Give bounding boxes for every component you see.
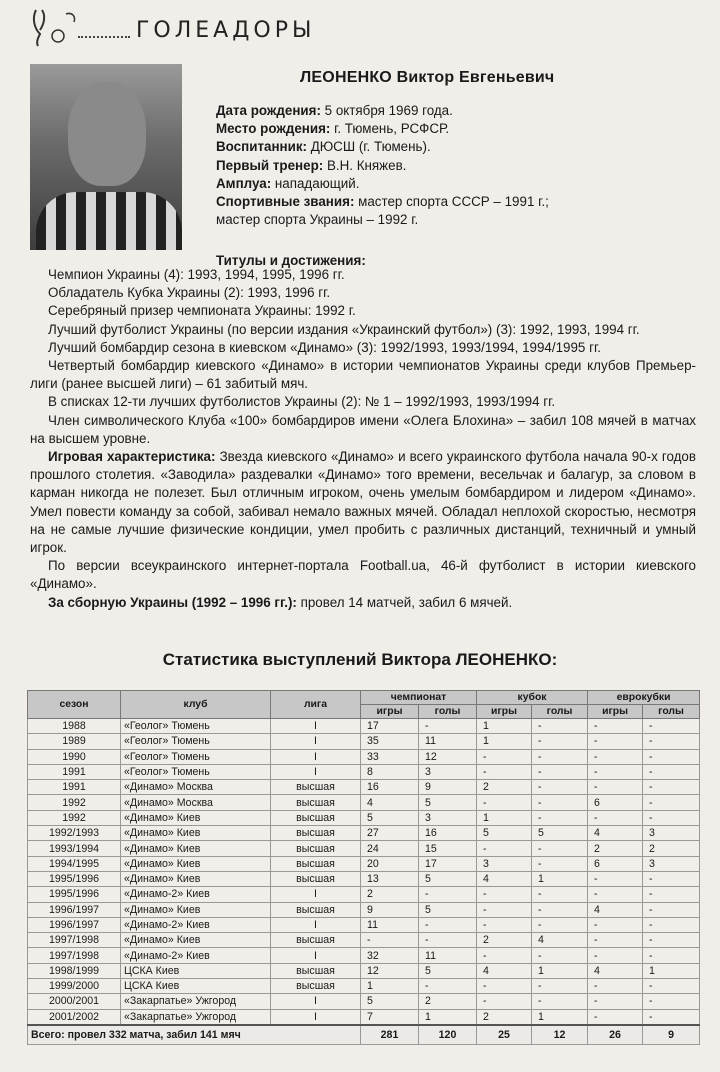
- cell-season: 1991: [28, 780, 121, 795]
- stats-title: Статистика выступлений Виктора ЛЕОНЕНКО:: [162, 650, 558, 669]
- photo-shirt-shape: [36, 192, 182, 250]
- cell-champ-goals: 5: [419, 795, 477, 810]
- stats-row: [28, 749, 700, 764]
- cell-euro-games: 6: [588, 795, 643, 810]
- stats-total-row: [28, 1025, 700, 1045]
- national-label: За сборную Украины (1992 – 1996 гг.):: [48, 594, 297, 610]
- cell-club: «Динамо» Киев: [121, 902, 271, 917]
- header-cup-goals: голы: [532, 705, 588, 719]
- bio-label: Первый тренер:: [216, 157, 324, 173]
- cell-champ-goals: 3: [419, 764, 477, 779]
- stats-table: [27, 690, 700, 1045]
- stats-row: [28, 994, 700, 1009]
- cell-euro-goals: -: [643, 979, 700, 994]
- cell-cup-games: -: [477, 948, 532, 963]
- cell-euro-goals: -: [643, 917, 700, 932]
- cell-champ-games: 17: [361, 719, 419, 734]
- cell-club: «Геолог» Тюмень: [121, 764, 271, 779]
- stats-row: [28, 887, 700, 902]
- characteristic-label: Игровая характеристика:: [48, 449, 216, 465]
- cell-season: 1992: [28, 810, 121, 825]
- cell-cup-goals: -: [532, 917, 588, 932]
- cell-league: высшая: [271, 871, 361, 886]
- achievement-item: Чемпион Украины (4): 1993, 1994, 1995, 1996 гг.: [48, 267, 345, 282]
- cell-league: высшая: [271, 826, 361, 841]
- cell-league: высшая: [271, 795, 361, 810]
- stats-total-value: 9: [643, 1025, 700, 1045]
- cell-champ-games: 9: [361, 902, 419, 917]
- cell-cup-goals: 1: [532, 871, 588, 886]
- cell-euro-games: -: [588, 780, 643, 795]
- cell-champ-games: 16: [361, 780, 419, 795]
- cell-euro-goals: -: [643, 734, 700, 749]
- cell-euro-games: -: [588, 871, 643, 886]
- cell-cup-games: 5: [477, 826, 532, 841]
- stats-row: [28, 856, 700, 871]
- bio-row: [216, 175, 696, 193]
- bio-row: [216, 138, 696, 156]
- cell-champ-games: 12: [361, 963, 419, 978]
- cell-club: «Динамо» Киев: [121, 826, 271, 841]
- cell-club: «Динамо-2» Киев: [121, 887, 271, 902]
- stats-row: [28, 963, 700, 978]
- cell-season: 1995/1996: [28, 871, 121, 886]
- bio-label: Спортивные звания:: [216, 194, 355, 210]
- cell-euro-games: -: [588, 887, 643, 902]
- body-text: [30, 266, 696, 612]
- cell-champ-goals: 1: [419, 1009, 477, 1025]
- cell-cup-games: -: [477, 902, 532, 917]
- cell-euro-goals: -: [643, 871, 700, 886]
- cell-euro-goals: -: [643, 719, 700, 734]
- cell-euro-games: -: [588, 749, 643, 764]
- cell-cup-goals: -: [532, 795, 588, 810]
- photo-head-shape: [68, 82, 146, 186]
- cell-cup-goals: -: [532, 856, 588, 871]
- cell-cup-goals: -: [532, 887, 588, 902]
- cell-league: высшая: [271, 856, 361, 871]
- cell-club: «Динамо» Киев: [121, 841, 271, 856]
- header-club: клуб: [121, 691, 271, 719]
- football-player-ornament-icon: [28, 6, 88, 48]
- cell-euro-games: 4: [588, 963, 643, 978]
- cell-champ-goals: 17: [419, 856, 477, 871]
- cell-league: высшая: [271, 963, 361, 978]
- cell-cup-games: 1: [477, 719, 532, 734]
- cell-league: I: [271, 749, 361, 764]
- cell-season: 1996/1997: [28, 917, 121, 932]
- cell-season: 2001/2002: [28, 1009, 121, 1025]
- cell-cup-goals: -: [532, 902, 588, 917]
- stats-row: [28, 933, 700, 948]
- bio-row: [216, 193, 696, 211]
- cell-cup-goals: 5: [532, 826, 588, 841]
- cell-league: высшая: [271, 979, 361, 994]
- cell-cup-games: 2: [477, 1009, 532, 1025]
- bio-label: Место рождения:: [216, 121, 331, 137]
- cell-euro-goals: 3: [643, 826, 700, 841]
- player-photo: [30, 64, 182, 250]
- cell-champ-games: 24: [361, 841, 419, 856]
- cell-champ-goals: -: [419, 887, 477, 902]
- cell-season: 1994/1995: [28, 856, 121, 871]
- bio-row: [216, 120, 696, 138]
- cell-cup-goals: -: [532, 994, 588, 1009]
- cell-cup-goals: -: [532, 749, 588, 764]
- cell-cup-goals: 4: [532, 933, 588, 948]
- stats-total-label: Всего: провел 332 матча, забил 141 мяч: [28, 1025, 361, 1045]
- cell-cup-goals: -: [532, 810, 588, 825]
- cell-champ-games: -: [361, 933, 419, 948]
- player-name: ЛЕОНЕНКО Виктор Евгеньевич: [300, 69, 555, 86]
- cell-euro-games: 4: [588, 826, 643, 841]
- cell-champ-goals: -: [419, 979, 477, 994]
- cell-cup-games: 4: [477, 963, 532, 978]
- bio-row: [216, 157, 696, 175]
- cell-club: «Динамо» Киев: [121, 856, 271, 871]
- header-championship: чемпионат: [361, 691, 477, 705]
- cell-euro-goals: -: [643, 795, 700, 810]
- cell-club: «Закарпатье» Ужгород: [121, 994, 271, 1009]
- bio-value: нападающий.: [271, 175, 360, 191]
- cell-champ-goals: -: [419, 917, 477, 932]
- cell-euro-goals: -: [643, 887, 700, 902]
- header-season: сезон: [28, 691, 121, 719]
- cell-cup-games: -: [477, 764, 532, 779]
- stats-row: [28, 795, 700, 810]
- cell-euro-goals: -: [643, 780, 700, 795]
- header-cup: кубок: [477, 691, 588, 705]
- cell-champ-games: 32: [361, 948, 419, 963]
- cell-euro-games: 6: [588, 856, 643, 871]
- cell-club: «Динамо-2» Киев: [121, 917, 271, 932]
- cell-euro-games: -: [588, 810, 643, 825]
- achievement-item: Член символического Клуба «100» бомбардиров имени «Олега Блохина» – забил 108 мячей в матчах на высшем уровне.: [30, 412, 696, 446]
- cell-season: 1990: [28, 749, 121, 764]
- cell-champ-goals: 9: [419, 780, 477, 795]
- cell-season: 1989: [28, 734, 121, 749]
- achievements-list: [30, 266, 696, 448]
- stats-row: [28, 719, 700, 734]
- cell-club: «Динамо» Москва: [121, 780, 271, 795]
- cell-champ-games: 11: [361, 917, 419, 932]
- header-league: лига: [271, 691, 361, 719]
- cell-euro-goals: -: [643, 1009, 700, 1025]
- cell-league: высшая: [271, 780, 361, 795]
- cell-league: высшая: [271, 933, 361, 948]
- cell-euro-games: -: [588, 994, 643, 1009]
- cell-cup-games: 3: [477, 856, 532, 871]
- bio-block: [216, 102, 696, 229]
- cell-season: 1992: [28, 795, 121, 810]
- cell-champ-games: 20: [361, 856, 419, 871]
- cell-cup-games: 4: [477, 871, 532, 886]
- cell-euro-goals: -: [643, 948, 700, 963]
- achievement-item: Серебряный призер чемпионата Украины: 1992 г.: [48, 303, 356, 319]
- titles-heading: Титулы и достижения:: [216, 253, 366, 268]
- cell-cup-games: -: [477, 795, 532, 810]
- header-dots-divider: [78, 36, 130, 38]
- cell-league: I: [271, 887, 361, 902]
- cell-champ-games: 5: [361, 810, 419, 825]
- stats-total-value: 281: [361, 1025, 419, 1045]
- cell-champ-goals: 2: [419, 994, 477, 1009]
- cell-season: 1992/1993: [28, 826, 121, 841]
- cell-cup-games: -: [477, 994, 532, 1009]
- cell-champ-games: 7: [361, 1009, 419, 1025]
- cell-euro-goals: -: [643, 749, 700, 764]
- header-championship-goals: голы: [419, 705, 477, 719]
- cell-champ-goals: 5: [419, 902, 477, 917]
- cell-club: «Геолог» Тюмень: [121, 719, 271, 734]
- stats-total-value: 25: [477, 1025, 532, 1045]
- cell-club: «Геолог» Тюмень: [121, 734, 271, 749]
- cell-champ-goals: 11: [419, 734, 477, 749]
- cell-league: I: [271, 1009, 361, 1025]
- stats-row: [28, 979, 700, 994]
- achievement-item: Лучший футболист Украины (по версии издания «Украинский футбол») (3): 1992, 1993, 1994 гг.: [48, 321, 640, 337]
- football-ua-paragraph: По версии всеукраинского интернет-портала Football.ua, 46-й футболист в истории киевского «Динамо».: [30, 558, 696, 592]
- characteristic-text: Звезда киевского «Динамо» и всего украинского футбола начала 90-х годов прошлого столетия. «Заводила» раздевалки «Динамо» того времени, весельчак и балагур, за словом в карман никогда не полезет. Был отличным игроком, очень умелым бомбардиром и лидером «Динамо». Умел повести команду за собой, забивал немало важных мячей. Обладал неплохой скоростью, несмотря на не самые лучшие физические кондиции, умел пробить с различных дистанций, техничный и умный игрок.: [30, 449, 696, 556]
- cell-euro-games: -: [588, 764, 643, 779]
- cell-club: «Динамо-2» Киев: [121, 948, 271, 963]
- cell-euro-goals: -: [643, 902, 700, 917]
- stats-row: [28, 734, 700, 749]
- stats-row: [28, 764, 700, 779]
- cell-champ-games: 4: [361, 795, 419, 810]
- stats-row: [28, 948, 700, 963]
- stats-row: [28, 841, 700, 856]
- cell-club: «Геолог» Тюмень: [121, 749, 271, 764]
- cell-season: 2000/2001: [28, 994, 121, 1009]
- cell-euro-games: -: [588, 933, 643, 948]
- cell-cup-games: 2: [477, 933, 532, 948]
- cell-league: высшая: [271, 810, 361, 825]
- achievement-item: Обладатель Кубка Украины (2): 1993, 1996 гг.: [48, 285, 331, 301]
- cell-league: высшая: [271, 841, 361, 856]
- national-text: провел 14 матчей, забил 6 мячей.: [296, 594, 513, 610]
- cell-cup-goals: -: [532, 841, 588, 856]
- national-team-paragraph: [30, 594, 696, 612]
- cell-euro-goals: -: [643, 810, 700, 825]
- achievement-item: В списках 12-ти лучших футболистов Украины (2): № 1 – 1992/1993, 1993/1994 гг.: [48, 394, 556, 410]
- cell-league: I: [271, 719, 361, 734]
- cell-club: «Динамо» Киев: [121, 933, 271, 948]
- page-header: [0, 0, 720, 54]
- bio-value: г. Тюмень, РСФСР.: [330, 121, 450, 137]
- cell-champ-games: 5: [361, 994, 419, 1009]
- cell-season: 1995/1996: [28, 887, 121, 902]
- cell-cup-games: -: [477, 749, 532, 764]
- cell-champ-games: 13: [361, 871, 419, 886]
- header-cup-games: игры: [477, 705, 532, 719]
- cell-champ-games: 1: [361, 979, 419, 994]
- cell-cup-goals: -: [532, 780, 588, 795]
- stats-row: [28, 810, 700, 825]
- cell-euro-games: -: [588, 1009, 643, 1025]
- cell-league: высшая: [271, 902, 361, 917]
- cell-champ-goals: 16: [419, 826, 477, 841]
- cell-champ-games: 33: [361, 749, 419, 764]
- cell-cup-goals: -: [532, 948, 588, 963]
- cell-club: «Динамо» Киев: [121, 810, 271, 825]
- cell-season: 1998/1999: [28, 963, 121, 978]
- cell-cup-goals: -: [532, 764, 588, 779]
- stats-total-value: 120: [419, 1025, 477, 1045]
- cell-cup-games: -: [477, 917, 532, 932]
- cell-club: ЦСКА Киев: [121, 963, 271, 978]
- cell-champ-games: 27: [361, 826, 419, 841]
- header-championship-games: игры: [361, 705, 419, 719]
- cell-cup-goals: -: [532, 979, 588, 994]
- stats-row: [28, 902, 700, 917]
- achievement-item: Лучший бомбардир сезона в киевском «Динамо» (3): 1992/1993, 1993/1994, 1994/1995 гг.: [48, 339, 601, 355]
- bio-value: мастер спорта Украины – 1992 г.: [216, 212, 419, 228]
- cell-season: 1991: [28, 764, 121, 779]
- cell-champ-goals: 11: [419, 948, 477, 963]
- cell-cup-goals: -: [532, 734, 588, 749]
- cell-club: «Динамо» Москва: [121, 795, 271, 810]
- cell-champ-games: 2: [361, 887, 419, 902]
- bio-value: В.Н. Княжев.: [323, 157, 407, 173]
- cell-cup-goals: 1: [532, 1009, 588, 1025]
- bio-label: Воспитанник:: [216, 139, 308, 155]
- bio-value: ДЮСШ (г. Тюмень).: [307, 139, 431, 155]
- cell-league: I: [271, 764, 361, 779]
- cell-champ-games: 8: [361, 764, 419, 779]
- cell-champ-goals: -: [419, 719, 477, 734]
- cell-champ-goals: 15: [419, 841, 477, 856]
- cell-euro-games: -: [588, 979, 643, 994]
- cell-champ-goals: 5: [419, 871, 477, 886]
- cell-season: 1988: [28, 719, 121, 734]
- cell-champ-goals: 12: [419, 749, 477, 764]
- cell-euro-games: 2: [588, 841, 643, 856]
- header-eurocups-games: игры: [588, 705, 643, 719]
- cell-season: 1999/2000: [28, 979, 121, 994]
- cell-champ-goals: 3: [419, 810, 477, 825]
- achievement-item: Четвертый бомбардир киевского «Динамо» в истории чемпионатов Украины среди клубов Премьер-лиги (ранее высшей лиги) – 61 забитый мяч.: [30, 358, 696, 392]
- stats-row: [28, 871, 700, 886]
- cell-league: I: [271, 734, 361, 749]
- cell-euro-goals: -: [643, 994, 700, 1009]
- cell-league: I: [271, 917, 361, 932]
- cell-season: 1997/1998: [28, 948, 121, 963]
- cell-euro-games: -: [588, 734, 643, 749]
- cell-club: «Закарпатье» Ужгород: [121, 1009, 271, 1025]
- bio-row: [216, 211, 696, 229]
- cell-euro-goals: 2: [643, 841, 700, 856]
- cell-club: ЦСКА Киев: [121, 979, 271, 994]
- cell-season: 1993/1994: [28, 841, 121, 856]
- cell-euro-goals: -: [643, 933, 700, 948]
- header-eurocups-goals: голы: [643, 705, 700, 719]
- cell-euro-games: -: [588, 719, 643, 734]
- cell-champ-goals: -: [419, 933, 477, 948]
- cell-euro-goals: 3: [643, 856, 700, 871]
- stats-row: [28, 1009, 700, 1025]
- cell-cup-games: -: [477, 841, 532, 856]
- stats-row: [28, 917, 700, 932]
- bio-label: Дата рождения:: [216, 103, 321, 118]
- cell-league: I: [271, 994, 361, 1009]
- cell-season: 1997/1998: [28, 933, 121, 948]
- stats-row: [28, 826, 700, 841]
- stats-total-value: 12: [532, 1025, 588, 1045]
- cell-champ-games: 35: [361, 734, 419, 749]
- bio-row: [216, 102, 696, 120]
- bio-label: Амплуа:: [216, 175, 272, 191]
- stats-row: [28, 780, 700, 795]
- characteristic-paragraph: [30, 448, 696, 557]
- cell-cup-games: 1: [477, 810, 532, 825]
- cell-cup-games: -: [477, 887, 532, 902]
- cell-euro-goals: -: [643, 764, 700, 779]
- cell-euro-goals: 1: [643, 963, 700, 978]
- cell-cup-goals: 1: [532, 963, 588, 978]
- header-eurocups: еврокубки: [588, 691, 700, 705]
- cell-club: «Динамо» Киев: [121, 871, 271, 886]
- cell-season: 1996/1997: [28, 902, 121, 917]
- cell-euro-games: 4: [588, 902, 643, 917]
- cell-cup-games: -: [477, 979, 532, 994]
- bio-value: 5 октября 1969 года.: [320, 103, 453, 118]
- stats-total-value: 26: [588, 1025, 643, 1045]
- section-title: ГОЛЕАДОРЫ: [136, 18, 316, 43]
- bio-value: мастер спорта СССР – 1991 г.;: [354, 194, 549, 210]
- cell-league: I: [271, 948, 361, 963]
- cell-euro-games: -: [588, 917, 643, 932]
- cell-euro-games: -: [588, 948, 643, 963]
- cell-cup-goals: -: [532, 719, 588, 734]
- cell-cup-games: 2: [477, 780, 532, 795]
- cell-cup-games: 1: [477, 734, 532, 749]
- cell-champ-goals: 5: [419, 963, 477, 978]
